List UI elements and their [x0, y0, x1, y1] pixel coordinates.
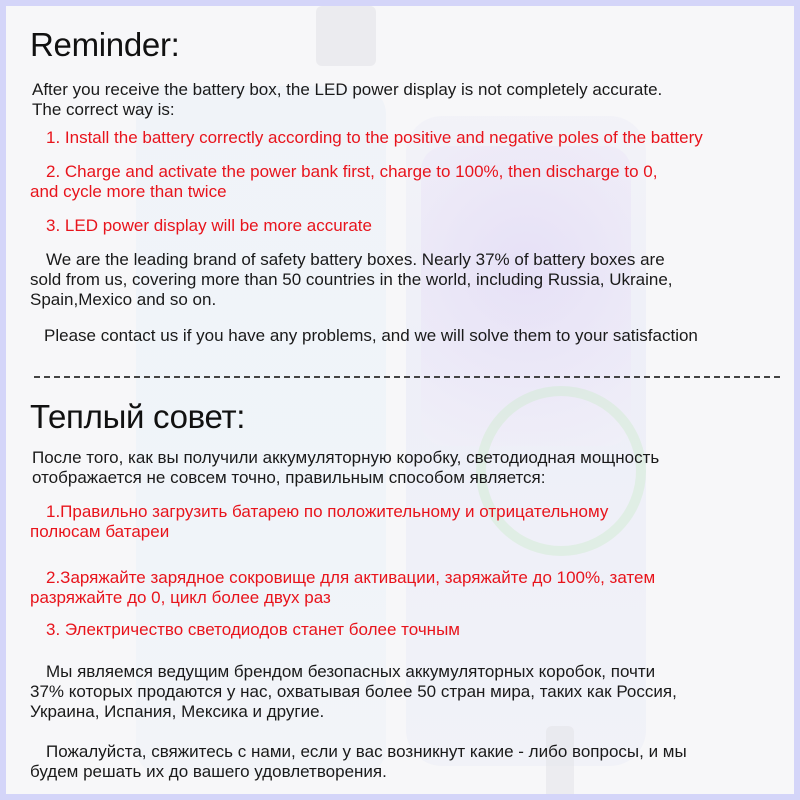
russian-step-2: 2.Заряжайте зарядное сокровище для активации, заряжайте до 100%, затем разряжайте до 0, цикл более двух раз	[30, 568, 656, 607]
english-step-3: 3. LED power display will be more accurate	[46, 216, 372, 235]
russian-title: Теплый совет:	[30, 398, 246, 435]
english-intro: After you receive the battery box, the LED power display is not completely accurate. The correct way is:	[32, 80, 663, 119]
russian-step-1: 1.Правильно загрузить батарею по положительному и отрицательному полюсам батареи	[30, 502, 609, 541]
english-step-2: 2. Charge and activate the power bank first, charge to 100%, then discharge to 0, and cycle more than twice	[30, 162, 658, 201]
russian-intro: После того, как вы получили аккумуляторную коробку, светодиодная мощность отображается не совсем точно, правильным способом является:	[32, 448, 660, 487]
reminder-card	[6, 6, 794, 794]
english-step-1: 1. Install the battery correctly according to the positive and negative poles of the battery	[46, 128, 703, 147]
english-contact: Please contact us if you have any problems, and we will solve them to your satisfaction	[44, 326, 698, 345]
russian-brand-statement: Мы являемся ведущим брендом безопасных аккумуляторных коробок, почти 37% которых продаются у нас, охватывая более 50 стран мира, таких как Россия, Украина, Испания, Мексика и другие.	[30, 662, 677, 721]
text-content	[6, 6, 794, 794]
english-title: Reminder:	[30, 26, 180, 63]
section-divider	[34, 376, 780, 378]
russian-contact: Пожалуйста, свяжитесь с нами, если у вас возникнут какие - либо вопросы, и мы будем решать их до вашего удовлетворения.	[30, 742, 687, 781]
english-brand-statement: We are the leading brand of safety battery boxes. Nearly 37% of battery boxes are sold from us, covering more than 50 countries in the world, including Russia, Ukraine, Spain,Mexico and so on.	[30, 250, 673, 309]
russian-step-3: 3. Электричество светодиодов станет более точным	[46, 620, 460, 639]
